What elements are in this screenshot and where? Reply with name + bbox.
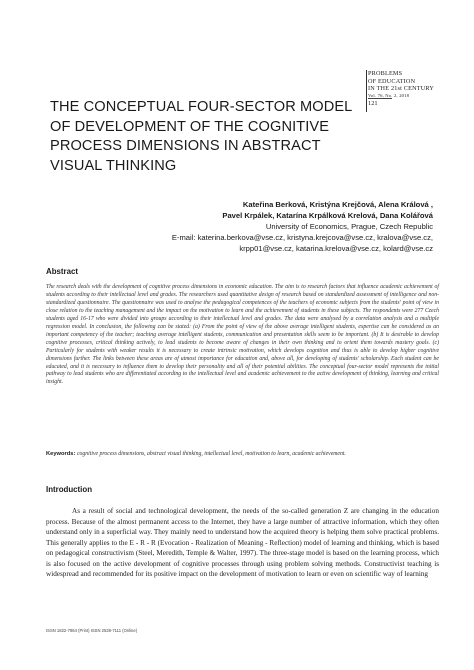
- keywords: Keywords: cognitive process dimensions, abstract visual thinking, intellectual level, motivation to learn, academic achievement.: [46, 451, 346, 457]
- journal-name-line-1: PROBLEMS: [368, 70, 403, 77]
- issn-footer: ISSN 1822-7864 (Print) ISSN 2538-7111 (Online): [46, 628, 138, 633]
- email-line-2: krpp01@vse.cz, katarina.krelova@vse.cz, kolard@vse.cz: [239, 244, 433, 253]
- abstract-heading: Abstract: [46, 267, 79, 276]
- journal-name-line-2: OF EDUCATION: [368, 77, 416, 85]
- author-list-line-2: Pavel Krpálek, Katarína Krpálková Krelová, Dana Kolářová: [222, 211, 433, 220]
- introduction-heading: Introduction: [46, 485, 93, 494]
- journal-header: [368, 70, 468, 99]
- introduction-text: As a result of social and technological development, the needs of the so-called generation Z are changing in the education process. Because of the almost permanent access to the Internet, they have a large number of attractive information, which they often understand only in a superficial way. They mainly need to understand how the acquired theory is helping them solve practical problems. This generally applies to the E - R - R (Evocation - Realization of Meaning - Reflection) model of learning and thinking, which is based on pedagogical constructivism (Steel, Meredith, Temple & Walter, 1997). The three-stage model is based on the learning process, which is also focused on the active development of cognitive processes through using problem solving methods. Constructivist teaching is widespread and recommended for its positive impact on the development of motivation to learn or even on scientific way of learning: [46, 507, 439, 578]
- journal-volume: Vol. 76, No. 2, 2018: [368, 92, 410, 98]
- affiliation: University of Economics, Prague, Czech Republic: [265, 222, 433, 231]
- paper-title: THE CONCEPTUAL FOUR-SECTOR MODEL OF DEVELOPMENT OF THE COGNITIVE PROCESS DIMENSIONS IN ABSTRACT VISUAL THINKING: [50, 99, 352, 174]
- journal-name-line-3: IN THE 21st CENTURY: [368, 85, 435, 93]
- abstract-text: The research deals with the development of cognitive process dimensions in economic education. The aim is to research factors that influence academic achievement of students according to their intellectual level and grades. The researchers used quantitative design of research based on standardized assessment of intelligence and non-standardized questionnaire. The questionnaire was used to analyse the pedagogical competences of the teachers of economic subjects from the students' point of view in close relation to the teaching management and the impact on the motivation to learn and the achievement of students in these subjects. The respondents were 277 Czech students aged 16-17 who were divided into groups according to their intellectual level and grades. The data were analysed by a correlation analysis and a multiple regression model. In conclusion, the following can be stated: (a) From the point of view of the above average intelligent students, expertise can be considered as an important competency of the teacher; teaching average intelligent students, communication and presentation skills seem to be important. (b) It is desirable to develop cognitive processes, critical thinking actively, to lead students to become aware of changes in their own thinking and to orient them towards mastery goals. (c) Particularly for students with weaker results it is necessary to create intrinsic motivation, which develops cognition and thus is able to develop higher cognitive dimensions further. The links between these areas are of utmost importance for education and, above all, for developing of students' scholarship. Each student can be educated, and it is necessary to influence them to develop their personality and all of their potential abilities. The conceptual four-sector model represents the initial pathway to lead students who are differentiated according to the intellectual level and academic achievement to the active development of thinking, learning and critical insight.: [46, 284, 439, 386]
- page-number: 121: [368, 98, 392, 107]
- keywords-label: Keywords: [46, 451, 74, 457]
- keywords-text: cognitive process dimensions, abstract visual thinking, intellectual level, motivation to learn, academic achievement.: [77, 451, 346, 457]
- email-line-1: E-mail: katerina.berkova@vse.cz, kristyna.krejcova@vse.cz, kralova@vse.cz,: [171, 233, 433, 242]
- author-list-line-1: Kateřina Berková, Kristýna Krejčová, Alena Králová ,: [242, 200, 433, 209]
